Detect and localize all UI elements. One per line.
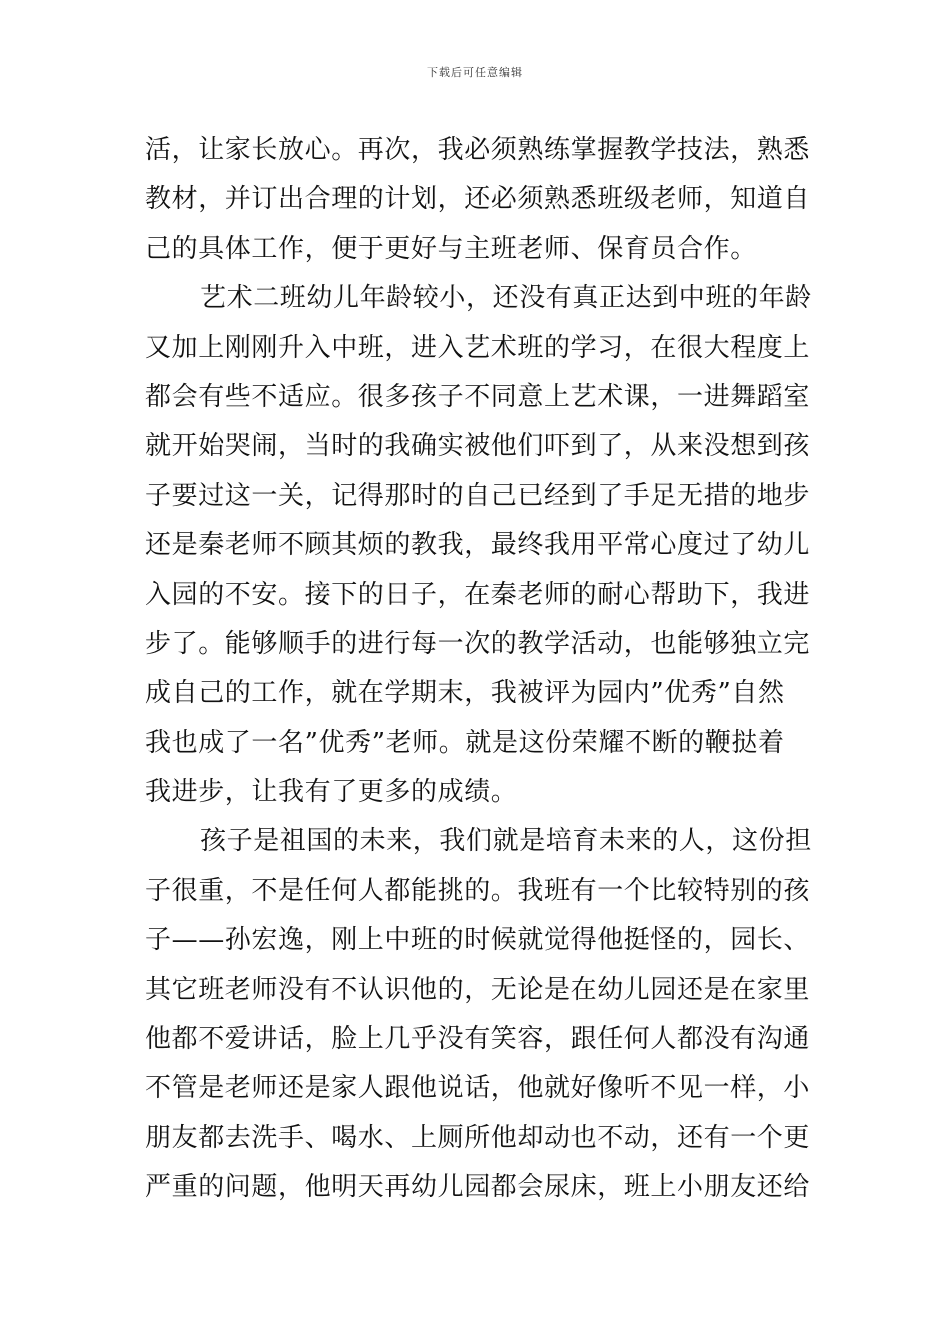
text-line: 步了。能够顺手的进行每一次的教学活动，也能够独立完 (145, 628, 811, 659)
text-line: 他都不爱讲话，脸上几乎没有笑容，跟任何人都没有沟通 (145, 1024, 811, 1055)
text-line: 还是秦老师不顾其烦的教我，最终我用平常心度过了幼儿 (145, 530, 811, 561)
text-line: 己的具体工作，便于更好与主班老师、保育员合作。 (145, 233, 757, 264)
text-line: 子要过这一关，记得那时的自己已经到了手足无措的地步 (145, 480, 811, 511)
text-line: 其它班老师没有不认识他的，无论是在幼儿园还是在家里 (145, 974, 811, 1005)
text-line: 入园的不安。接下的日子，在秦老师的耐心帮助下，我进 (145, 579, 811, 610)
text-line: 教材，并订出合理的计划，还必须熟悉班级老师，知道自 (145, 184, 811, 215)
text-line: 子——孙宏逸，刚上中班的时候就觉得他挺怪的，园长、 (145, 925, 811, 956)
document-body (145, 126, 812, 1213)
paragraph-first-line: 孩子是祖国的未来，我们就是培育未来的人，这份担 (200, 826, 812, 857)
page-header: 下载后可任意编辑 (427, 66, 523, 79)
text-line: 成自己的工作，就在学期末，我被评为园内”优秀”自然 (145, 678, 785, 709)
paragraph-first-line: 艺术二班幼儿年龄较小，还没有真正达到中班的年龄 (200, 283, 812, 314)
text-line: 又加上刚刚升入中班，进入艺术班的学习，在很大程度上 (145, 332, 811, 363)
text-line: 朋友都去洗手、喝水、上厕所他却动也不动，还有一个更 (145, 1122, 811, 1153)
text-line: 不管是老师还是家人跟他说话，他就好像听不见一样，小 (145, 1073, 811, 1104)
text-line: 子很重，不是任何人都能挑的。我班有一个比较特别的孩 (145, 875, 811, 906)
text-line: 我进步，让我有了更多的成绩。 (145, 777, 518, 808)
text-line: 就开始哭闹，当时的我确实被他们吓到了，从来没想到孩 (145, 431, 811, 462)
text-line: 我也成了一名”优秀”老师。就是这份荣耀不断的鞭挞着 (145, 727, 785, 758)
text-line: 都会有些不适应。很多孩子不同意上艺术课，一进舞蹈室 (145, 381, 811, 412)
text-line: 严重的问题，他明天再幼儿园都会尿床，班上小朋友还给 (145, 1172, 811, 1203)
text-line: 活，让家长放心。再次，我必须熟练掌握教学技法，熟悉 (145, 135, 811, 165)
